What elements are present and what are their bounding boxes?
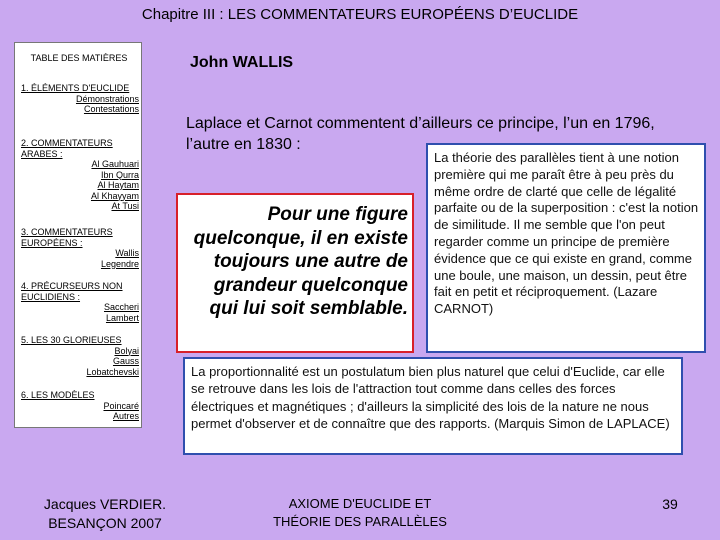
page-number: 39 (662, 496, 678, 512)
carnot-quote-box (426, 143, 706, 353)
toc-link-30-glorieuses[interactable]: 5. LES 30 GLORIEUSES (21, 335, 122, 345)
toc-link-lobatchevski[interactable]: Lobatchevski (86, 366, 139, 377)
table-of-contents (14, 42, 142, 428)
footer-title-line2: THÉORIE DES PARALLÈLES (273, 514, 447, 529)
toc-link-elements[interactable]: 1. ÉLÉMENTS D'EUCLIDE (21, 83, 130, 93)
toc-link-saccheri[interactable]: Saccheri (103, 302, 139, 312)
toc-title: TABLE DES MATIÈRES (30, 53, 128, 63)
carnot-quote: La théorie des parallèles tient à une notion première qui me paraît être à peu près du même ordre de clarté que celle de légalité parfaite ou de la superposition : c'est la notion de similitude. Il me semble que l'on peut regarder comme un principe de première évidence que ce qui existe en grand, comme une boule, une maison, un dessin, peut être fait en petit et réciproquement. (Lazare CARNOT) (434, 150, 699, 317)
toc-link-poincare[interactable]: Poincaré (103, 400, 139, 411)
toc-link-demonstrations[interactable]: Démonstrations (75, 93, 139, 104)
toc-section-2 (21, 138, 139, 212)
toc-link-others[interactable]: Autres (112, 411, 139, 421)
toc-link-at-tusi[interactable]: At Tusi (111, 201, 139, 211)
toc-link-al-gauhuari[interactable]: Al Gauhuari (91, 159, 139, 169)
toc-link-al-haytam[interactable]: Al Haytam (97, 180, 139, 190)
toc-link-legendre[interactable]: Legendre (100, 258, 139, 269)
toc-link-arab-commentators[interactable]: 2. COMMENTATEURS ARABES : (21, 138, 113, 159)
footer-title (250, 495, 470, 531)
toc-link-non-euclidean-precursors[interactable]: 4. PRÉCURSEURS NON EUCLIDIENS : (21, 281, 123, 302)
toc-section-6 (21, 390, 139, 422)
laplace-quote-box (183, 357, 683, 455)
intro-text: Laplace et Carnot commentent d’ailleurs ce principe, l’un en 1796, l’autre en 1830 : (186, 115, 655, 153)
toc-section-4 (21, 281, 139, 323)
person-name: John WALLIS (190, 54, 294, 71)
footer-author (20, 495, 190, 533)
principle-quote-box (176, 193, 414, 353)
toc-link-bolyai[interactable]: Bolyai (114, 345, 139, 356)
toc-link-wallis[interactable]: Wallis (115, 248, 139, 258)
toc-link-al-khayyam[interactable]: Al Khayyam (90, 190, 139, 201)
toc-link-ibn-qurra[interactable]: Ibn Qurra (100, 169, 139, 180)
principle-quote: Pour une figure quelconque, il en existe toujours une autre de grandeur quelconque qui lui soit semblable. (193, 204, 408, 319)
toc-link-models[interactable]: 6. LES MODÈLES (21, 390, 95, 400)
laplace-quote: La proportionnalité est un postulatum bien plus naturel que celui d'Euclide, car elle se retrouve dans les lois de l'attraction tout comme dans celles des forces électriques et magnétiques ; d'ailleurs la simplicité des lois de la nature ne nous permet d'observer et de connaître que des rapports. (Marquis Simon de LAPLACE) (191, 364, 670, 432)
toc-link-gauss[interactable]: Gauss (112, 356, 139, 366)
toc-section-5 (21, 335, 139, 377)
footer-author-name: Jacques VERDIER. (43, 496, 167, 512)
footer-author-place: BESANÇON 2007 (48, 515, 162, 531)
footer-title-line1: AXIOME D'EUCLIDE ET (288, 496, 432, 511)
toc-link-european-commentators[interactable]: 3. COMMENTATEURS EUROPÉENS : (21, 227, 113, 248)
toc-section-1 (21, 83, 139, 115)
toc-section-3 (21, 227, 139, 269)
toc-link-contestations[interactable]: Contestations (83, 104, 139, 114)
page-title: Chapitre III : LES COMMENTATEURS EUROPÉENS D’EUCLIDE (141, 6, 579, 23)
toc-link-lambert[interactable]: Lambert (105, 312, 139, 323)
